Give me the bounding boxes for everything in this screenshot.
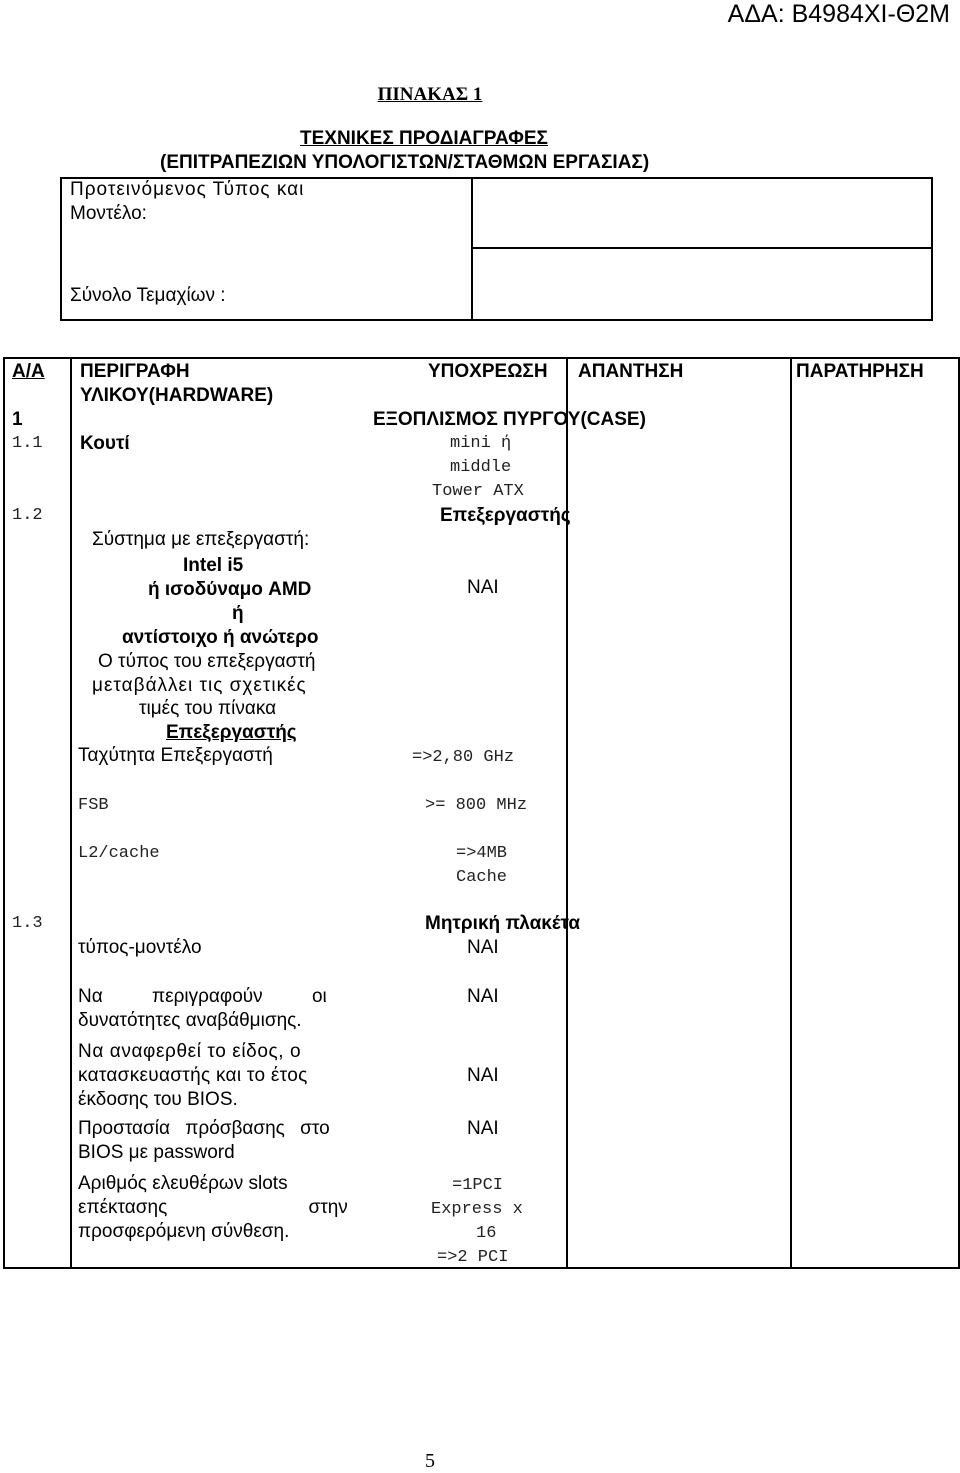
processor-desc-4: ή bbox=[232, 603, 244, 624]
case-req: mini ή bbox=[450, 434, 512, 453]
header-description: ΠΕΡΙΓΡΑΦΗ bbox=[80, 361, 190, 382]
cache-req-2: Cache bbox=[456, 868, 508, 887]
motherboard-heading: Μητρική πλακέτα bbox=[425, 913, 581, 934]
slots-req-4: =>2 PCI bbox=[437, 1248, 509, 1267]
password-label-2: BIOS με password bbox=[78, 1142, 235, 1163]
slots-label-3: προσφερόμενη σύνθεση. bbox=[78, 1221, 290, 1242]
header-requirement: ΥΠΟΧΡΕΩΣΗ bbox=[428, 361, 548, 382]
processor-desc-3: ή ισοδύναμο AMD bbox=[148, 579, 312, 600]
slots-label: Αριθμός ελευθέρων slots bbox=[78, 1173, 288, 1194]
case-label: Κουτί bbox=[80, 433, 130, 454]
mb-type-req: ΝΑΙ bbox=[467, 937, 499, 958]
header-description-2: ΥΛΙΚΟΥ(HARDWARE) bbox=[80, 385, 274, 406]
password-req: ΝΑΙ bbox=[467, 1118, 499, 1139]
bios-label-2: κατασκευαστής και το έτος bbox=[78, 1065, 308, 1086]
ada-code: ΑΔΑ: Β4984ΧΙ-Θ2Μ bbox=[727, 0, 950, 28]
slots-req-2: Express x bbox=[431, 1200, 523, 1219]
upgrade-label: Να περιγραφούν οι bbox=[78, 986, 327, 1007]
bios-label-3: έκδοσης του BIOS. bbox=[78, 1089, 238, 1110]
password-label: Προστασία πρόσβασης στο bbox=[78, 1118, 330, 1139]
bios-label: Να αναφερθεί το είδος, ο bbox=[78, 1041, 302, 1062]
processor-heading: Επεξεργαστής bbox=[440, 505, 571, 526]
model-label: Προτεινόμενος Τύπος και bbox=[70, 179, 305, 200]
total-units-label: Σύνολο Τεμαχίων : bbox=[70, 285, 226, 306]
processor-desc-7: μεταβάλλει τις σχετικές bbox=[92, 675, 307, 696]
table-title: ΠΙΝΑΚΑΣ 1 bbox=[377, 84, 483, 105]
fsb-req: >= 800 MHz bbox=[425, 796, 528, 815]
case-req-3: Tower ATX bbox=[432, 482, 524, 501]
header-aa: Α/Α bbox=[12, 361, 45, 382]
mb-type-label: τύπος-μοντέλο bbox=[78, 937, 202, 958]
processor-desc-6: Ο τύπος του επεξεργαστή bbox=[98, 651, 316, 672]
speed-req: =>2,80 GHz bbox=[412, 748, 515, 767]
processor-desc-9: Επεξεργαστής bbox=[166, 722, 297, 743]
section-number: 1 bbox=[12, 409, 23, 430]
upgrade-req: ΝΑΙ bbox=[467, 986, 499, 1007]
row-number: 1.1 bbox=[12, 434, 43, 453]
slots-req-3: 16 bbox=[476, 1224, 497, 1243]
model-label-2: Μοντέλο: bbox=[70, 203, 147, 224]
page-number: 5 bbox=[425, 1450, 435, 1472]
processor-desc-2: Intel i5 bbox=[183, 555, 244, 576]
cache-req: =>4MB bbox=[456, 844, 508, 863]
speed-label: Ταχύτητα Επεξεργαστή bbox=[78, 745, 273, 766]
header-note: ΠΑΡΑΤΗΡΗΣΗ bbox=[796, 361, 924, 382]
slots-label-2: επέκτασης στην bbox=[78, 1197, 348, 1218]
section-title: ΕΞΟΠΛΙΣΜΟΣ ΠΥΡΓΟΥ(CASE) bbox=[373, 409, 646, 430]
bios-req: ΝΑΙ bbox=[467, 1065, 499, 1086]
header-answer: ΑΠΑΝΤΗΣΗ bbox=[578, 361, 684, 382]
slots-req: =1PCI bbox=[452, 1176, 504, 1195]
processor-req: ΝΑΙ bbox=[467, 577, 499, 598]
processor-desc-1: Σύστημα με επεξεργαστή: bbox=[92, 529, 310, 550]
specs-subheading: (ΕΠΙΤΡΑΠΕΖΙΩΝ ΥΠΟΛΟΓΙΣΤΩΝ/ΣΤΑΘΜΩΝ ΕΡΓΑΣΙΑΣ) bbox=[160, 152, 650, 173]
row-number: 1.2 bbox=[12, 506, 43, 525]
specs-heading: ΤΕΧΝΙΚΕΣ ΠΡΟΔΙΑΓΡΑΦΕΣ bbox=[300, 128, 548, 149]
processor-desc-5: αντίστοιχο ή ανώτερο bbox=[122, 627, 319, 648]
case-req-2: middle bbox=[450, 458, 512, 477]
row-number: 1.3 bbox=[12, 914, 43, 933]
cache-label: L2/cache bbox=[78, 844, 160, 863]
processor-desc-8: τιμές του πίνακα bbox=[139, 698, 277, 719]
fsb-label: FSB bbox=[78, 796, 109, 815]
upgrade-label-2: δυνατότητες αναβάθμισης. bbox=[78, 1010, 302, 1031]
